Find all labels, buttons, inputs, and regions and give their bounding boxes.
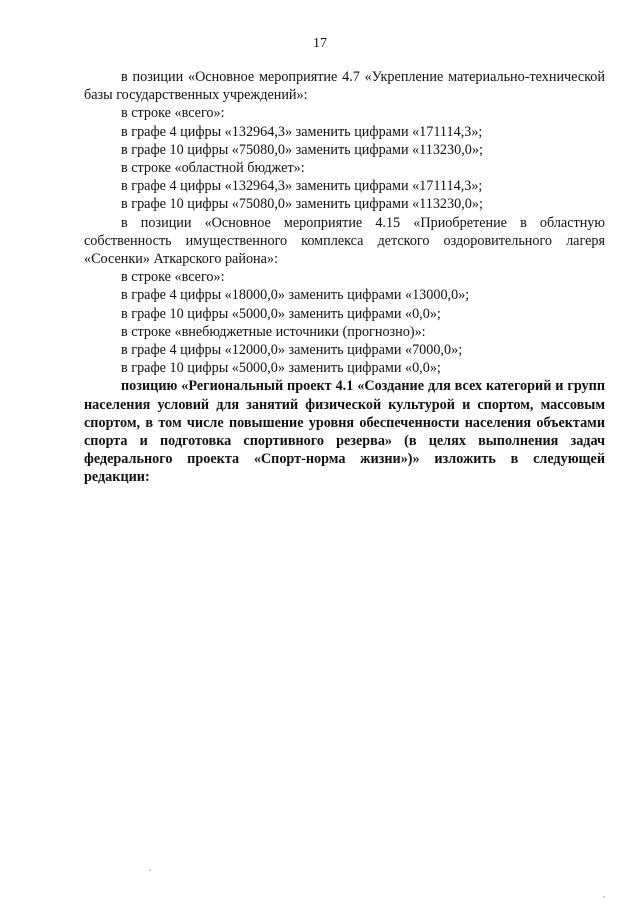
line-column-10-change-1: в графе 10 цифры «75080,0» заменить цифрами «113230,0»; <box>121 141 483 158</box>
document-body <box>84 68 605 487</box>
line-column-4-change-2: в графе 4 цифры «132964,3» заменить цифрами «171114,3»; <box>121 178 483 195</box>
page-number: 17 <box>313 36 327 51</box>
line-row-regional-budget: в строке «областной бюджет»: <box>121 160 305 177</box>
scan-mark-bottom-right <box>603 896 605 898</box>
paragraph-position-4-7: в позиции «Основное мероприятие 4.7 «Укрепление материально-технической базы государственных учреждений»: <box>84 69 605 104</box>
line-column-10-change-3: в графе 10 цифры «5000,0» заменить цифрами «0,0»; <box>121 305 441 322</box>
line-row-total-1: в строке «всего»: <box>121 105 225 122</box>
paragraph-position-4-15: в позиции «Основное мероприятие 4.15 «Приобретение в областную собственность имущественного комплекса детского оздоровительного лагеря «Сосенки» Аткарского района»: <box>84 214 605 268</box>
line-column-10-change-4: в графе 10 цифры «5000,0» заменить цифрами «0,0»; <box>121 360 441 377</box>
line-row-extrabudgetary: в строке «внебюджетные источники (прогнозно)»: <box>121 323 426 340</box>
scan-mark-bottom-left <box>149 869 151 871</box>
line-column-4-change-3: в графе 4 цифры «18000,0» заменить цифрами «13000,0»; <box>121 287 470 304</box>
line-column-4-change-4: в графе 4 цифры «12000,0» заменить цифрами «7000,0»; <box>121 342 463 359</box>
line-column-4-change-1: в графе 4 цифры «132964,3» заменить цифрами «171114,3»; <box>121 123 483 140</box>
line-column-10-change-2: в графе 10 цифры «75080,0» заменить цифрами «113230,0»; <box>121 196 483 213</box>
line-row-total-2: в строке «всего»: <box>121 269 225 286</box>
paragraph-regional-project-4-1: позицию «Региональный проект 4.1 «Создание для всех категорий и групп населения условий для занятий физической культурой и спортом, массовым спортом, в том числе повышение уровня обеспеченности населения объектами спорта и подготовка спортивного резерва» (в целях выполнения задач федерального проекта «Спорт-норма жизни»)» изложить в следующей редакции: <box>84 378 605 486</box>
